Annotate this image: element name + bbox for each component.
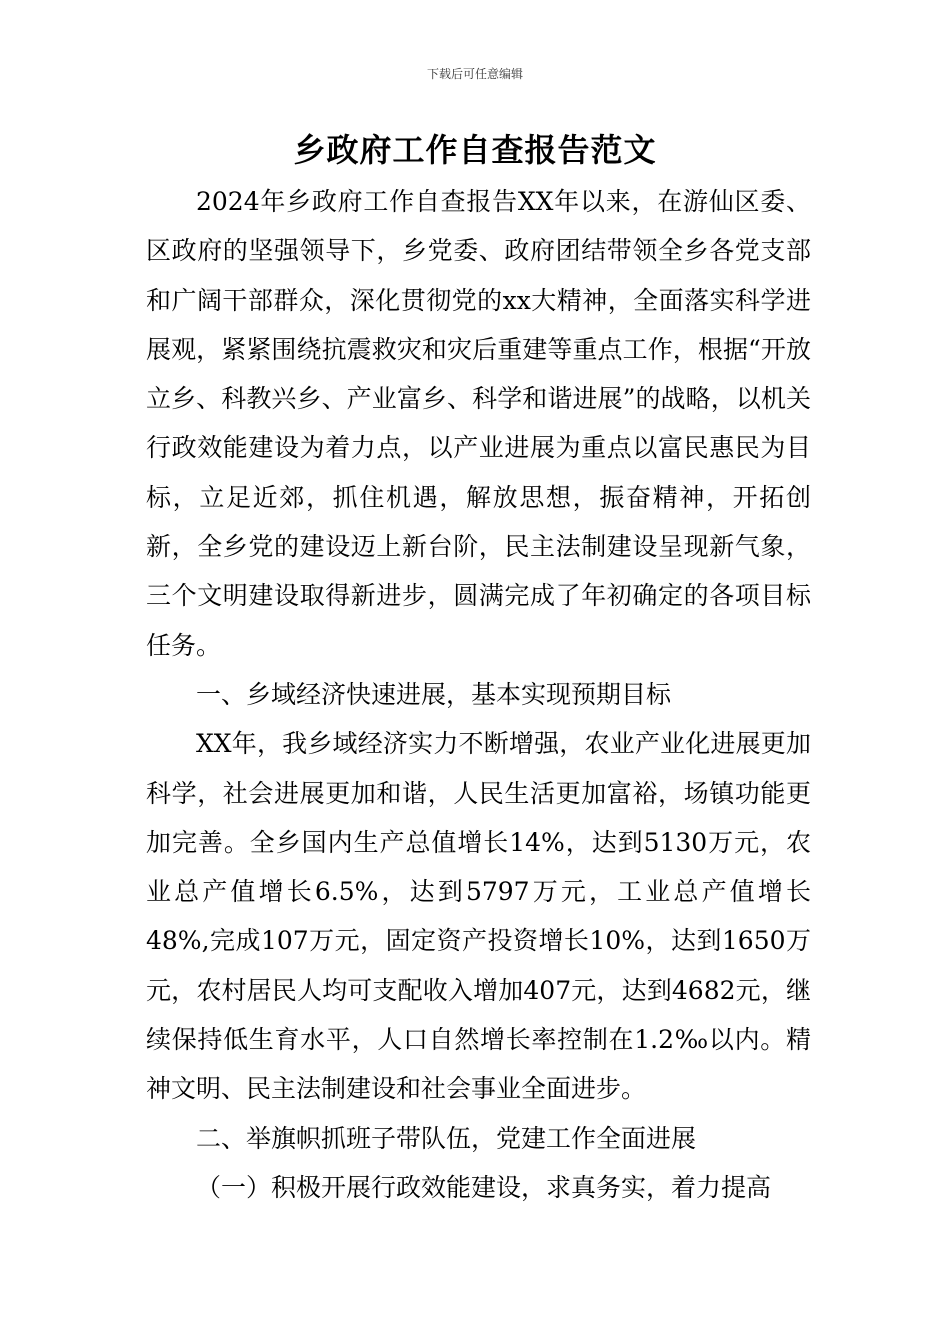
subsection-heading-efficiency: （一）积极开展行政效能建设，求真务实，着力提高 <box>196 1172 772 1202</box>
document-title: 乡政府工作自查报告范文 <box>293 131 657 169</box>
section-heading-economy: 一、乡域经济快速进展，基本实现预期目标 <box>196 679 672 709</box>
section-heading-party-building: 二、举旗帜抓班子带队伍，党建工作全面进展 <box>196 1123 697 1153</box>
paragraph-economy: XX年，我乡域经济实力不断增强，农业产业化进展更加科学，社会进展更加和谐，人民生活更加富裕，场镇功能更加完善。全乡国内生产总值增长14%，达到5130万元，农业总产值增长6.5%，达到5797万元，工业总产值增长48%,完成107万元，固定资产投资增长10%，达到1650万元，农村居民人均可支配收入增加407元，达到4682元，继续保持低生育水平，人口自然增长率控制在1.2‰以内。精神文明、民主法制建设和社会事业全面进步。 <box>146 729 811 1104</box>
document-body <box>146 177 811 1212</box>
page-header: 下载后可任意编辑 <box>426 67 523 81</box>
paragraph-intro: 2024年乡政府工作自查报告XX年以来，在游仙区委、区政府的坚强领导下，乡党委、政府团结带领全乡各党支部和广阔干部群众，深化贯彻党的xx大精神，全面落实科学进展观，紧紧围绕抗震救灾和灾后重建等重点工作，根据“开放立乡、科教兴乡、产业富乡、科学和谐进展”的战略，以机关行政效能建设为着力点，以产业进展为重点以富民惠民为目标，立足近郊，抓住机遇，解放思想，振奋精神，开拓创新，全乡党的建设迈上新台阶，民主法制建设呈现新气象，三个文明建设取得新进步，圆满完成了年初确定的各项目标任务。 <box>146 187 811 660</box>
